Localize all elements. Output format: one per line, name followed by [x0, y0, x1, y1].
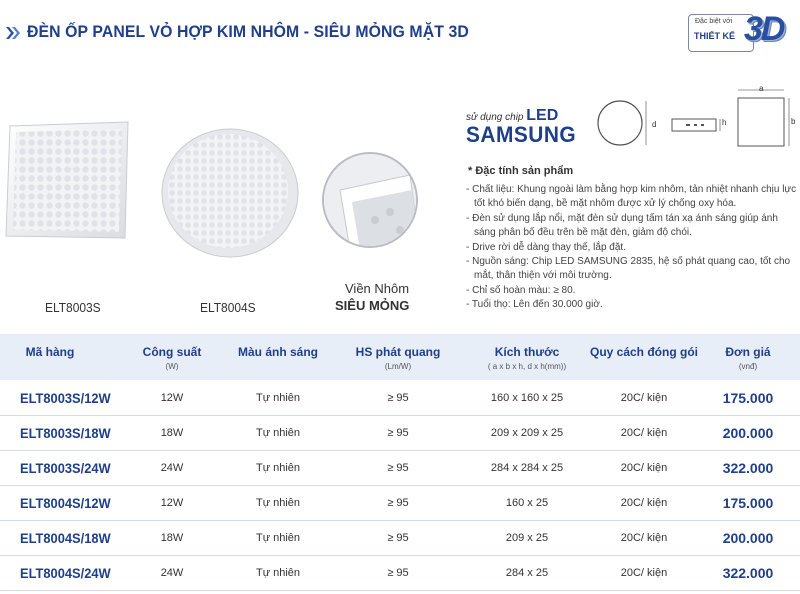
col-header-light-color: Màu ánh sáng: [237, 345, 318, 359]
cell-power: 24W: [160, 567, 184, 579]
dim-label-h: h: [722, 118, 727, 127]
col-header-code: Mã hàng: [25, 345, 75, 359]
table-row: [0, 416, 800, 451]
cell-efficacy: ≥ 95: [387, 427, 409, 439]
cell-efficacy: ≥ 95: [387, 392, 409, 404]
cell-price: 322.000: [722, 565, 774, 581]
cell-packing: 20C/ kiện: [620, 567, 668, 579]
square-panel-image: [0, 120, 130, 242]
aluminium-edge-detail-image: [320, 150, 420, 250]
cell-size: 209 x 25: [505, 532, 549, 544]
cell-price: 175.000: [722, 495, 774, 511]
double-chevron-icon: [6, 27, 20, 39]
round-panel-image: [160, 125, 300, 260]
col-header-power: Công suất (W): [142, 345, 202, 371]
feature-item: - Chỉ số hoàn màu: ≥ 80.: [466, 284, 576, 296]
cell-price: 200.000: [722, 425, 774, 441]
table-row: [0, 381, 800, 416]
samsung-brand: SAMSUNG: [466, 122, 577, 147]
cell-code: ELT8003S/18W: [20, 425, 111, 441]
square-model-label: ELT8003S: [45, 300, 101, 315]
cell-code: ELT8004S/18W: [20, 530, 111, 546]
cell-code: ELT8004S/12W: [20, 495, 111, 511]
cell-efficacy: ≥ 95: [387, 567, 409, 579]
cell-code: ELT8004S/24W: [20, 565, 111, 581]
cell-price: 175.000: [722, 390, 774, 406]
3d-design-badge: [688, 12, 794, 56]
badge-3d-mark: 3D: [744, 10, 784, 48]
table-row: [0, 451, 800, 486]
cell-price: 322.000: [722, 460, 774, 476]
cell-efficacy: ≥ 95: [387, 497, 409, 509]
dim-label-b: b: [791, 117, 796, 126]
cell-light-color: Tự nhiên: [255, 462, 301, 474]
col-header-packing: Quy cách đóng gói: [589, 345, 698, 359]
detail-caption-line1: Viền Nhôm: [345, 281, 410, 296]
square-dimension-drawing: [732, 88, 792, 150]
feature-item: - Đèn sử dụng lắp nổi, mặt đèn sử dụng tấm tán xạ ánh sáng giúp ánh sáng phân bố đều trên bề mặt đèn, giảm độ chói.: [466, 212, 778, 239]
table-row: [0, 521, 800, 556]
cell-light-color: Tự nhiên: [255, 427, 301, 439]
cell-size: 284 x 284 x 25: [490, 462, 564, 474]
cell-light-color: Tự nhiên: [255, 567, 301, 579]
dim-label-d: d: [652, 120, 657, 129]
cell-code: ELT8003S/24W: [20, 460, 111, 476]
feature-item: - Drive rời dễ dàng thay thế, lắp đặt.: [466, 241, 626, 253]
cell-power: 12W: [160, 497, 184, 509]
cell-packing: 20C/ kiện: [620, 532, 668, 544]
badge-line1: Đặc biệt với: [695, 18, 733, 25]
features-list: [466, 183, 798, 313]
col-header-efficacy: HS phát quang (Lm/W): [355, 345, 441, 371]
cell-packing: 20C/ kiện: [620, 462, 668, 474]
cell-light-color: Tự nhiên: [255, 532, 301, 544]
round-model-label: ELT8004S: [200, 300, 256, 315]
cell-power: 12W: [160, 392, 184, 404]
cell-power: 24W: [160, 462, 184, 474]
led-prefix: sử dụng chip: [466, 112, 524, 123]
feature-item: - Chất liệu: Khung ngoài làm bằng hợp kim nhôm, tản nhiệt nhanh chịu lực tốt khó biến dạng, bề mặt nhôm được xử lý chống oxy hóa.: [466, 184, 797, 210]
col-header-size: Kích thước ( a x b x h, d x h(mm)): [487, 345, 567, 371]
feature-item: - Nguồn sáng: Chip LED SAMSUNG 2835, hệ số phát quang cao, tốt cho mắt, thân thiện với môi trường.: [466, 256, 791, 282]
feature-item: - Tuổi thọ: Lên đến 30.000 giờ.: [466, 299, 603, 311]
cell-efficacy: ≥ 95: [387, 462, 409, 474]
page-title: ĐÈN ỐP PANEL VỎ HỢP KIM NHÔM - SIÊU MỎNG MẶT 3D: [27, 22, 469, 41]
cell-size: 209 x 209 x 25: [490, 427, 564, 439]
cell-packing: 20C/ kiện: [620, 392, 668, 404]
table-row: [0, 486, 800, 521]
cell-packing: 20C/ kiện: [620, 427, 668, 439]
col-header-price: Đơn giá (vnđ): [725, 345, 771, 371]
cell-power: 18W: [160, 427, 184, 439]
cell-size: 284 x 25: [505, 567, 549, 579]
led-brand-top: LED: [526, 107, 559, 124]
features-title: * Đặc tính sản phẩm: [468, 165, 574, 177]
side-dimension-drawing: [670, 115, 726, 137]
cell-light-color: Tự nhiên: [255, 497, 301, 509]
detail-caption-line2: SIÊU MỎNG: [335, 298, 410, 313]
cell-size: 160 x 160 x 25: [490, 392, 564, 404]
price-table-header: [0, 334, 800, 380]
cell-light-color: Tự nhiên: [255, 392, 301, 404]
cell-size: 160 x 25: [505, 497, 549, 509]
cell-price: 200.000: [722, 530, 774, 546]
cell-code: ELT8003S/12W: [20, 390, 111, 406]
cell-power: 18W: [160, 532, 184, 544]
dim-label-a: a: [759, 84, 764, 93]
cell-packing: 20C/ kiện: [620, 497, 668, 509]
table-row: [0, 556, 800, 591]
badge-line2: THIẾT KẾ: [694, 31, 736, 41]
cell-efficacy: ≥ 95: [387, 532, 409, 544]
